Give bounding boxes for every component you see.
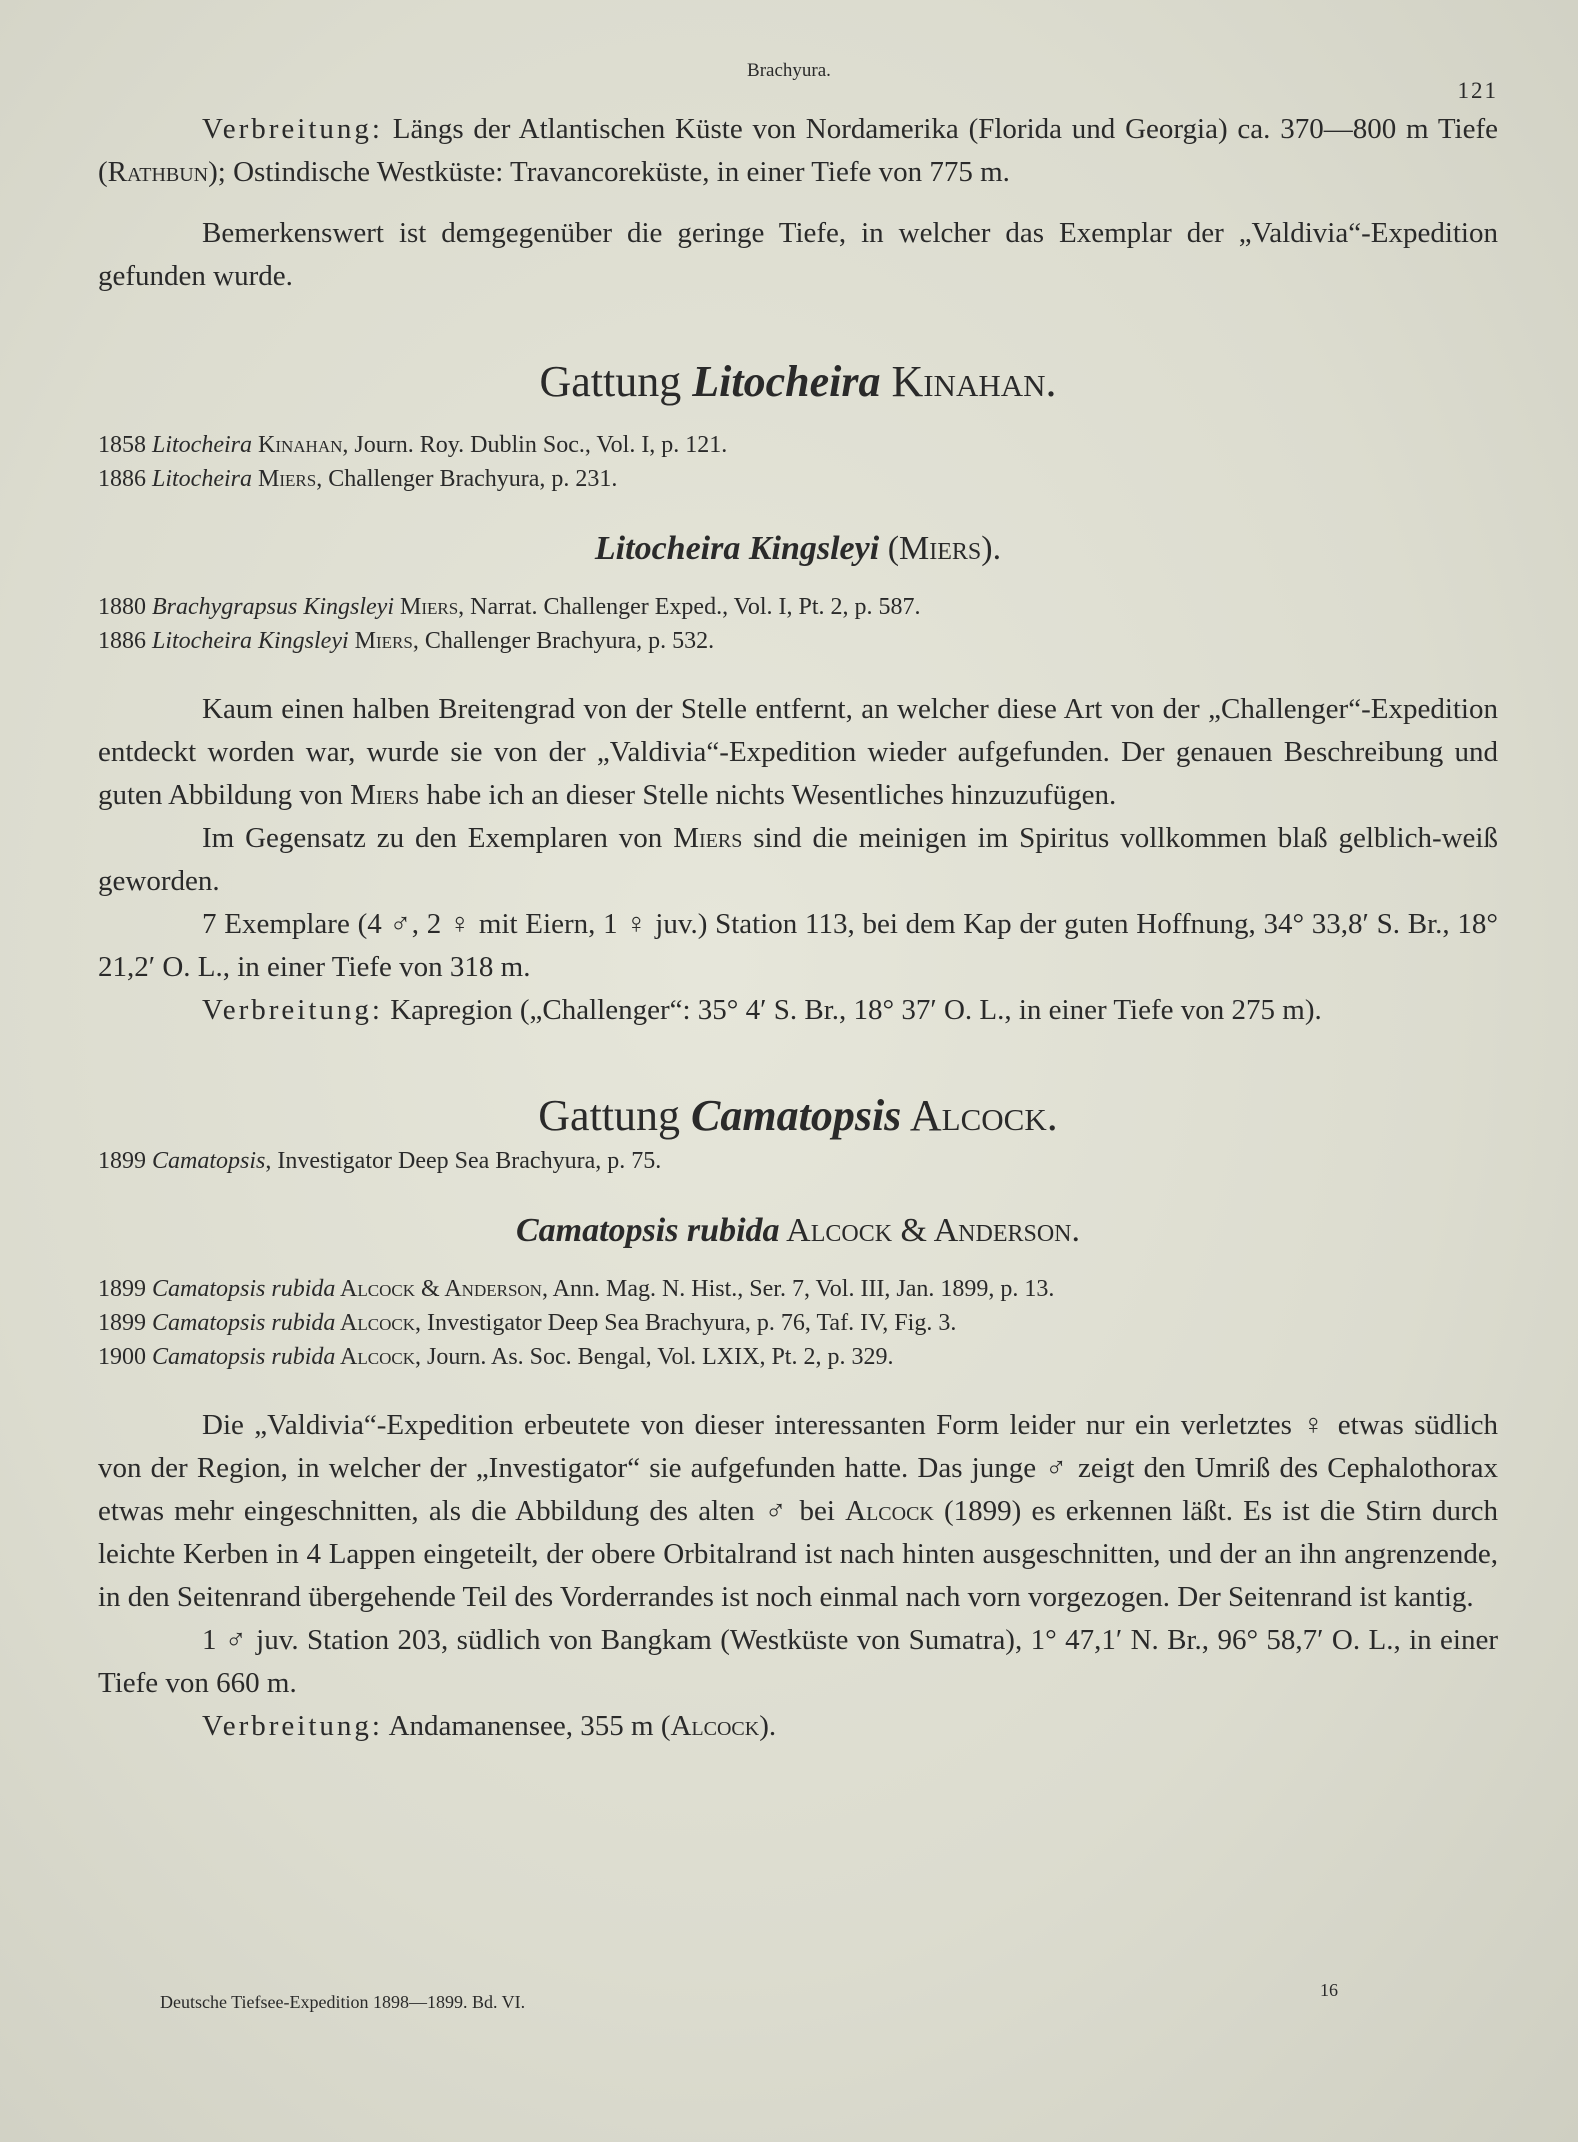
paragraph-specimens: 7 Exemplare (4 ♂, 2 ♀ mit Eiern, 1 ♀ juv.) Station 113, bei dem Kap der guten Hoffnung, 34° 33,8′ S. Br., 18° 21,2′ O. L., in einer Tiefe von 318 m. <box>98 908 1498 983</box>
synonym-entry: 1899 Camatopsis rubida Alcock & Anderson, Ann. Mag. N. Hist., Ser. 7, Vol. III, Jan. 1899, p. 13. <box>98 1276 1055 1302</box>
distribution-label: Verbreitung: <box>202 113 383 145</box>
species-name: Camatopsis rubida <box>515 1212 780 1249</box>
paragraph-camatopsis-specimen: 1 ♂ juv. Station 203, südlich von Bangkam (Westküste von Sumatra), 1° 47,1′ N. Br., 96° 58,7′ O. L., in einer Tiefe von 660 m. <box>98 1624 1498 1699</box>
paragraph-camatopsis-description: Die „Valdivia“-Expedition erbeutete von dieser interessanten Form leider nur ein verletztes ♀ etwas südlich von der Region, in welcher der „Investigator“ sie aufgefunden hatte. Das junge ♂ zeigt den Umriß des Cephalothorax etwas mehr eingeschnitten, als die Abbildung des alten ♂ bei Alcock (1899) es erkennen läßt. Es ist die Stirn durch leichte Kerben in 4 Lappen eingeteilt, der obere Orbitalrand ist nach hinten ausgeschnitten, und der an ihn angrenzende, in den Seitenrand übergehende Teil des Vorderrandes ist noch einmal nach vorn vorgezogen. Der Seitenrand ist kantig. <box>98 1409 1498 1613</box>
page-number: 121 <box>1457 78 1498 103</box>
species-heading-litocheira-kingsleyi <box>98 526 1498 572</box>
paragraph-description: Kaum einen halben Breitengrad von der Stelle entfernt, an welcher diese Art von der „Challenger“-Expedition entdeckt worden war, wurde sie von der „Valdivia“-Expedition wieder aufgefunden. Der genauen Beschreibung und guten Abbildung von Miers habe ich an dieser Stelle nichts Wesentliches hinzuzufügen. <box>98 693 1498 811</box>
species-name: Litocheira Kingsleyi <box>594 530 880 567</box>
paragraph-remark: Bemerkenswert ist demgegenüber die geringe Tiefe, in welcher das Exemplar der „Valdivia“-Expedition gefunden wurde. <box>98 217 1498 292</box>
footer-publication: Deutsche Tiefsee-Expedition 1898—1899. Bd. VI. <box>160 1992 526 2012</box>
genus-name: Camatopsis <box>691 1091 902 1140</box>
genus-heading-litocheira <box>98 354 1498 410</box>
synonym-entry: 1858 Litocheira Kinahan, Journ. Roy. Dublin Soc., Vol. I, p. 121. <box>98 432 728 458</box>
author-name: Kinahan. <box>880 357 1057 406</box>
synonym-entry: 1899 Camatopsis, Investigator Deep Sea Brachyura, p. 75. <box>98 1148 662 1174</box>
author-name: (Miers). <box>879 530 1002 567</box>
footer-signature: 16 <box>1320 1980 1338 2000</box>
paragraph-distribution-2: Verbreitung: Kapregion („Challenger“: 35° 4′ S. Br., 18° 37′ O. L., in einer Tiefe von 275 m). <box>202 994 1322 1026</box>
species-heading-camatopsis-rubida <box>98 1208 1498 1254</box>
synonym-entry: 1900 Camatopsis rubida Alcock, Journ. As. Soc. Bengal, Vol. LXIX, Pt. 2, p. 329. <box>98 1344 894 1370</box>
author-name: Rathbun <box>107 156 209 188</box>
synonym-entry: 1880 Brachygrapsus Kingsleyi Miers, Narrat. Challenger Exped., Vol. I, Pt. 2, p. 587. <box>98 594 921 620</box>
author-name: Alcock. <box>901 1091 1058 1140</box>
heading-prefix: Gattung <box>539 357 693 406</box>
paragraph-distribution-3: Verbreitung: Andamanensee, 355 m (Alcock). <box>202 1710 777 1742</box>
genus-name: Litocheira <box>692 357 881 406</box>
author-name: Alcock & Anderson. <box>779 1212 1081 1249</box>
running-head: Brachyura. <box>747 60 831 81</box>
page-content <box>98 108 1498 1748</box>
paragraph-text: ); Ostindische Westküste: Travancoreküste, in einer Tiefe von 775 m. <box>208 156 1010 188</box>
synonym-entry: 1886 Litocheira Kingsleyi Miers, Challenger Brachyura, p. 532. <box>98 628 715 654</box>
synonym-entry: 1886 Litocheira Miers, Challenger Brachyura, p. 231. <box>98 466 618 492</box>
synonym-entry: 1899 Camatopsis rubida Alcock, Investigator Deep Sea Brachyura, p. 76, Taf. IV, Fig. 3. <box>98 1310 957 1336</box>
paragraph-comparison: Im Gegensatz zu den Exemplaren von Miers sind die meinigen im Spiritus vollkommen blaß gelblich-weiß geworden. <box>98 822 1498 897</box>
paragraph-text: Längs der Atlantischen Küste von Nordamerika (Florida und Georgia) ca. 370—800 m Tiefe ( <box>98 113 1498 188</box>
paragraph-distribution-1 <box>98 108 1498 194</box>
genus-heading-camatopsis: Gattung Camatopsis Alcock. <box>538 1091 1058 1140</box>
